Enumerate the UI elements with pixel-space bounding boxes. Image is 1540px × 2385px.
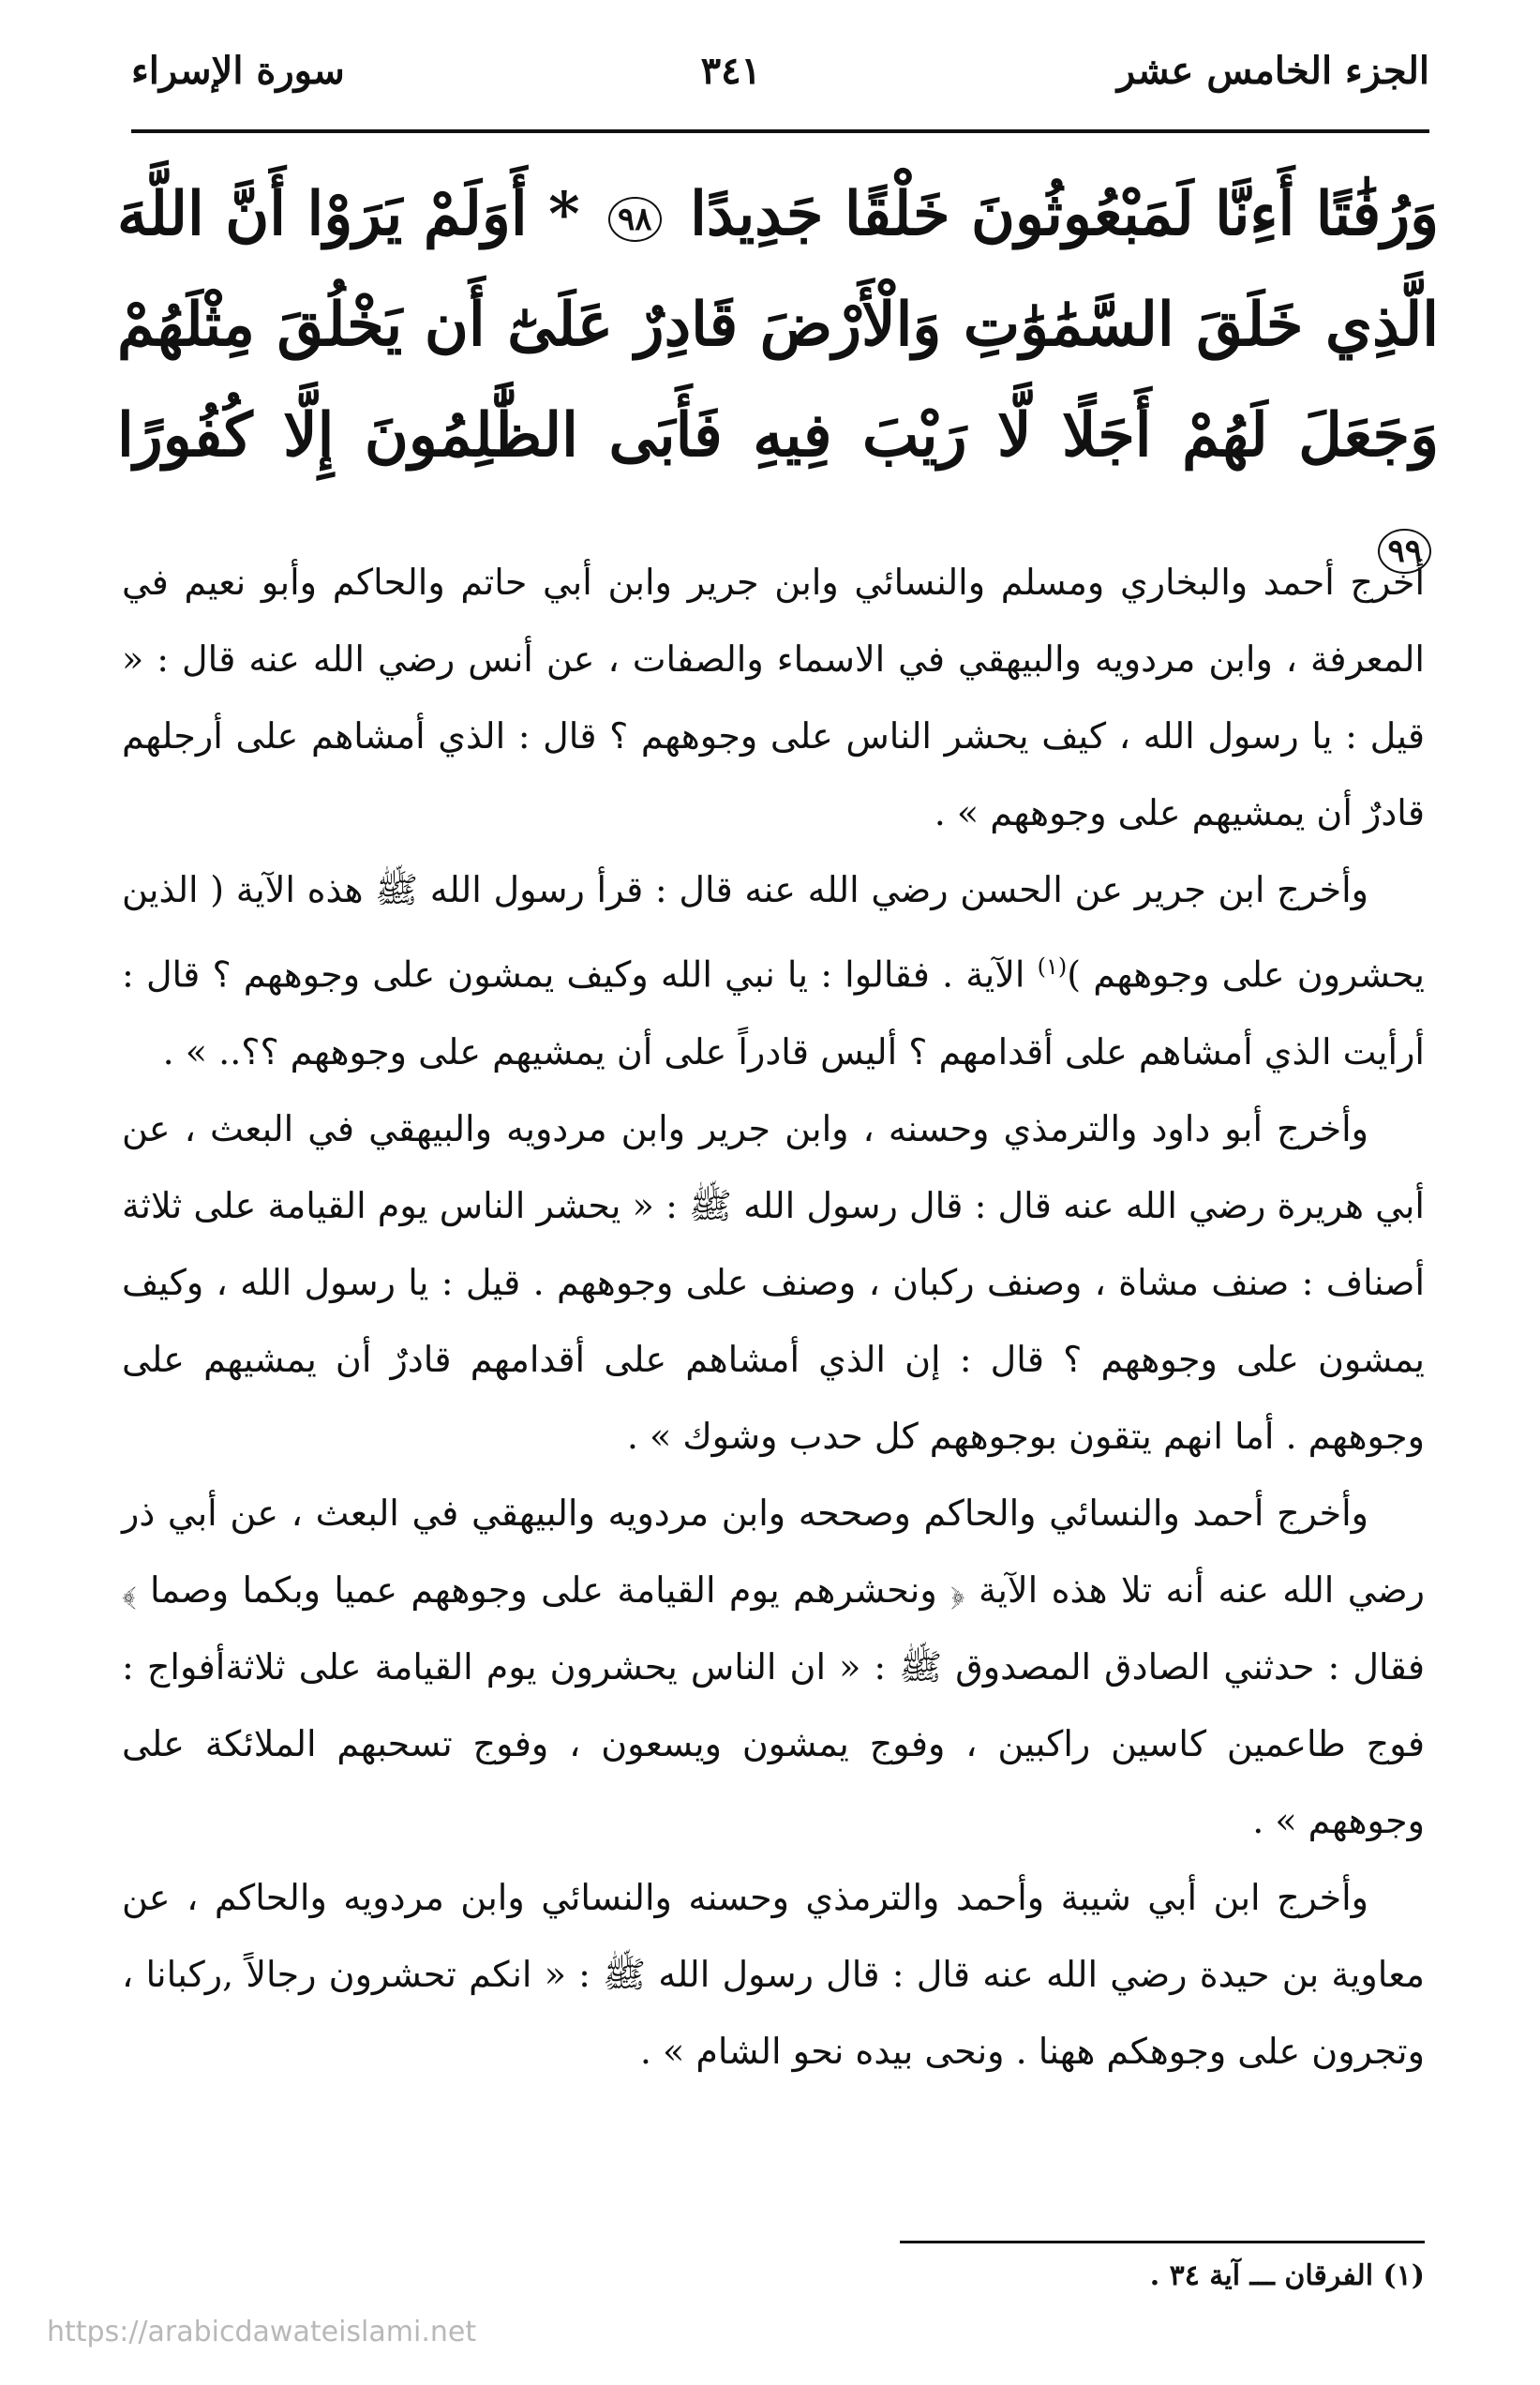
- paragraph-hasan-text-2: الآية . فقالوا : يا نبي الله وكيف يمشون على وجوههم ؟ قال : أرأيت الذي أمشاهم على أقدامهم ؟ أليس قادراً على أن يمشيهم على وجوههم ؟؟.. » .: [122, 953, 1425, 1072]
- quran-verse-text-2: * أَوَلَمْ يَرَوْا أَنَّ اللَّهَ الَّذِي خَلَقَ السَّمَٰوَٰتِ وَالْأَرْضَ قَادِرٌ عَلَىٰٓ أَن يَخْلُقَ مِثْلَهُمْ وَجَعَلَ لَهُمْ أَجَلًا لَّا رَيْبَ فِيهِ فَأَبَى الظَّٰلِمُونَ إِلَّا كُفُورًا: [117, 179, 1440, 471]
- quran-verse-block: [117, 159, 1439, 602]
- footnote-reference[interactable]: (١): [1037, 953, 1068, 980]
- juz-label: الجزء الخامس عشر: [1116, 48, 1429, 93]
- ayah-number-99: ٩٩: [1378, 529, 1431, 574]
- footnote-divider: [900, 2241, 1425, 2243]
- commentary-body: [122, 544, 1425, 2090]
- page-number: ٣٤١: [700, 48, 762, 93]
- paragraph-abu-dhar: وأخرج أحمد والنسائي والحاكم وصححه وابن مردويه والبيهقي في البعث ، عن أبي ذر رضي الله عنه أنه تلا هذه الآية ﴿ ونحشرهم يوم القيامة على وجوههم عميا وبكما وصما ﴾ فقال : حدثني الصادق المصدوق ﷺ : « ان الناس يحشرون يوم القيامة على ثلاثةأفواج : فوج طاعمين كاسين راكبين ، وفوج يمشون ويسعون ، وفوج تسحبهم الملائكة على وجوههم » .: [122, 1492, 1425, 1841]
- paragraph-anas: أخرج أحمد والبخاري ومسلم والنسائي وابن جرير وابن أبي حاتم والحاكم وأبو نعيم في المعرفة ، وابن مردويه والبيهقي في الاسماء والصفات ، عن أنس رضي الله عنه قال : « قيل : يا رسول الله ، كيف يحشر الناس على وجوههم ؟ قال : الذي أمشاهم على أرجلهم قادرٌ أن يمشيهم على وجوههم » .: [122, 562, 1425, 833]
- paragraph-hasan-text-1: وأخرج ابن جرير عن الحسن رضي الله عنه قال : قرأ رسول الله ﷺ هذه الآية ( الذين يحشرون على وجوههم ): [122, 869, 1425, 996]
- ayah-number-98: ٩٨: [608, 197, 662, 242]
- page-header: [131, 38, 1429, 103]
- header-divider: [131, 129, 1429, 133]
- surah-label: سورة الإسراء: [131, 48, 345, 93]
- footnote: (١) الفرقان ـــ آية ٣٤ .: [1149, 2259, 1425, 2292]
- paragraph-abu-hurairah: وأخرج أبو داود والترمذي وحسنه ، وابن جرير وابن مردويه والبيهقي في البعث ، عن أبي هريرة رضي الله عنه قال : قال رسول الله ﷺ : « يحشر الناس يوم القيامة على ثلاثة أصناف : صنف مشاة ، وصنف ركبان ، وصنف على وجوههم . قيل : يا رسول الله ، وكيف يمشون على وجوههم ؟ قال : إن الذي أمشاهم على أقدامهم قادرٌ أن يمشيهم على وجوههم . أما انهم يتقون بوجوههم كل حدب وشوك » .: [122, 1107, 1425, 1457]
- paragraph-muawiyah: وأخرج ابن أبي شيبة وأحمد والترمذي وحسنه والنسائي وابن مردويه والحاكم ، عن معاوية بن حيدة رضي الله عنه قال : قال رسول الله ﷺ : « انكم تحشرون رجالاً ,ركبانا ، وتجرون على وجوهكم ههنا . ونحى بيده نحو الشام » .: [122, 1876, 1425, 2072]
- paragraph-hasan: [122, 851, 1425, 1090]
- quran-verse-text-1: وَرُفَٰتًا أَءِنَّا لَمَبْعُوثُونَ خَلْقًا جَدِيدًا: [690, 179, 1439, 249]
- watermark-url: https://arabicdawateislami.net: [47, 2316, 477, 2348]
